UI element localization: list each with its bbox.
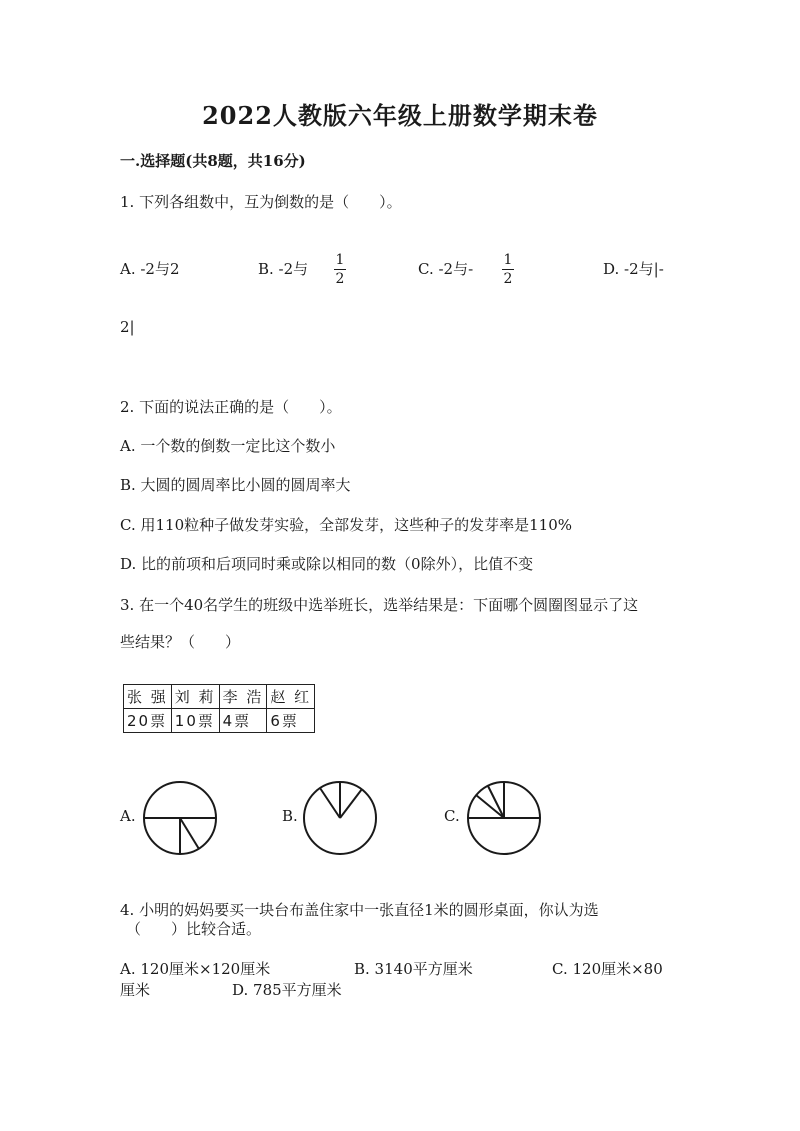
section-heading: 一.选择题(共8题，共16分) [120,152,306,170]
question-3-option-a-label: A. [120,807,136,825]
vote-count: 6票 [267,709,315,733]
question-2-option-a: A. 一个数的倒数一定比这个数小 [120,437,336,455]
pie-slice-divider [320,788,340,818]
question-2-option-c: C. 用110粒种子做发芽实验，全部发芽，这些种子的发芽率是110% [120,516,572,534]
vote-count: 10票 [171,709,219,733]
vote-results-table [123,684,315,733]
pie-chart-option-a [140,778,220,858]
candidate-name: 张 强 [124,685,172,709]
question-2-stem: 2. 下面的说法正确的是（ ）。 [120,398,342,416]
question-3-stem: 3. 在一个40名学生的班级中选举班长，选举结果是：下面哪个圆圈图显示了这 [120,596,639,614]
fraction-denominator: 2 [335,271,345,287]
question-2-option-b: B. 大圆的圆周率比小圆的圆周率大 [120,476,351,494]
candidate-name: 李 浩 [219,685,267,709]
question-4-option-b: B. 3140平方厘米 [354,960,473,978]
question-4-option-c: C. 120厘米×80 [552,960,663,978]
pie-slice-divider [476,795,504,818]
question-1-option-a: A. -2与2 [120,260,180,278]
question-1-option-c: C. -2与- [418,260,474,278]
fraction-numerator: 1 [503,252,513,268]
question-1-option-b-fraction [334,252,346,287]
candidate-name: 赵 红 [267,685,315,709]
question-4-stem: 4. 小明的妈妈要买一块台布盖住家中一张直径1米的圆形桌面，你认为选 [120,901,599,919]
question-4-option-a: A. 120厘米×120厘米 [120,960,271,978]
vote-count: 4票 [219,709,267,733]
question-1-option-c-fraction [502,252,514,287]
question-1-stem: 1. 下列各组数中，互为倒数的是（ ）。 [120,193,402,211]
fraction-bar [334,269,346,270]
question-1-option-b: B. -2与 [258,260,309,278]
question-4-option-d: D. 785平方厘米 [232,981,342,999]
question-2-option-d: D. 比的前项和后项同时乘或除以相同的数（0除外），比值不变 [120,555,534,573]
page-title: 2022人教版六年级上册数学期末卷 [202,101,598,130]
pie-slice-divider [180,818,199,849]
pie-chart-option-c [464,778,544,858]
table-row [124,709,315,733]
pie-chart-option-b [300,778,380,858]
question-4-option-c-continued: 厘米 [120,981,151,999]
fraction-numerator: 1 [335,252,345,268]
candidate-name: 刘 莉 [171,685,219,709]
table-row [124,685,315,709]
question-3-stem-continued: 些结果？（ ） [120,633,241,651]
question-1-option-d-continued: 2| [120,318,135,336]
pie-slice-divider [340,789,362,818]
question-1-option-d: D. -2与|- [603,260,664,278]
vote-count: 20票 [124,709,172,733]
question-4-stem-continued: （ ）比较合适。 [126,920,262,938]
question-3-option-c-label: C. [444,807,460,825]
pie-slice-divider [488,786,504,818]
question-3-option-b-label: B. [282,807,298,825]
fraction-denominator: 2 [503,271,513,287]
fraction-bar [502,269,514,270]
